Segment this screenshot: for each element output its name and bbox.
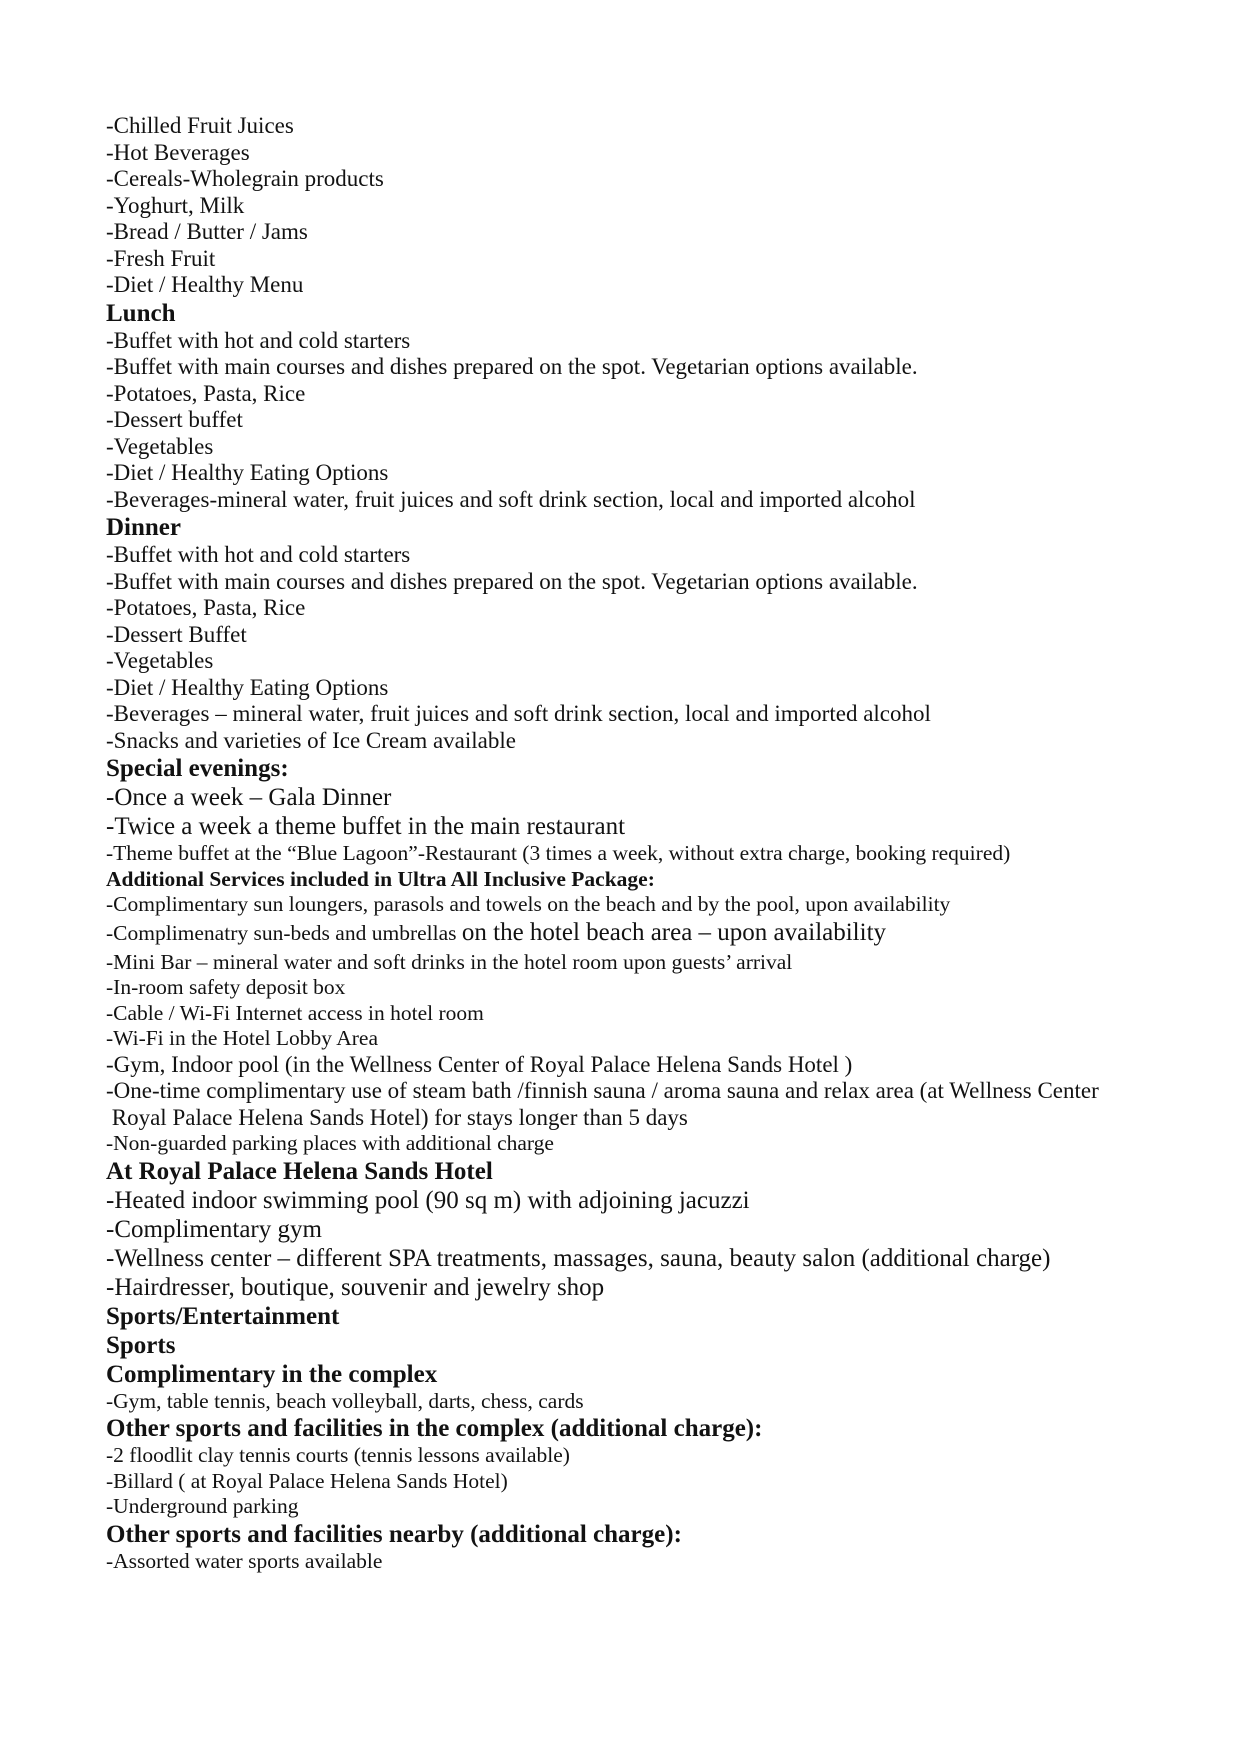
doc-line: -Heated indoor swimming pool (90 sq m) with adjoining jacuzzi: [106, 1186, 750, 1214]
doc-line-segment: -Complimenatry sun-beds and umbrellas: [106, 920, 462, 945]
doc-line: Royal Palace Helena Sands Hotel) for stays longer than 5 days: [106, 1104, 688, 1130]
doc-line: -Vegetables: [106, 433, 214, 459]
doc-line: -Dessert buffet: [106, 407, 243, 432]
doc-line: -Theme buffet at the “Blue Lagoon”-Restaurant (3 times a week, without extra charge, booking required): [106, 841, 1011, 865]
doc-line: -In-room safety deposit box: [106, 975, 346, 999]
doc-line: -Once a week – Gala Dinner: [106, 784, 392, 811]
doc-line: -Mini Bar – mineral water and soft drinks in the hotel room upon guests’ arrival: [106, 949, 793, 974]
doc-line: -Diet / Healthy Eating Options: [106, 674, 389, 700]
doc-line: -Cereals-Wholegrain products: [106, 166, 384, 191]
doc-line: -Dessert Buffet: [106, 621, 247, 647]
doc-line: -Buffet with main courses and dishes prepared on the spot. Vegetarian options available.: [106, 568, 918, 594]
doc-line: -Beverages – mineral water, fruit juices and soft drink section, local and imported alcohol: [106, 701, 931, 726]
doc-line: -Yoghurt, Milk: [106, 192, 245, 218]
doc-line: -Non-guarded parking places with additional charge: [106, 1131, 554, 1155]
doc-heading: Complimentary in the complex: [106, 1360, 438, 1388]
doc-line: -Diet / Healthy Eating Options: [106, 460, 389, 485]
doc-line: -Hairdresser, boutique, souvenir and jewelry shop: [106, 1273, 605, 1301]
doc-line: -2 floodlit clay tennis courts (tennis lessons available): [106, 1443, 570, 1467]
doc-line: -Buffet with hot and cold starters: [106, 327, 411, 353]
doc-line: -Potatoes, Pasta, Rice: [106, 380, 306, 406]
doc-heading: Other sports and facilities in the complex (additional charge):: [106, 1415, 763, 1442]
doc-line: -Snacks and varieties of Ice Cream available: [106, 727, 516, 753]
doc-line-segment: on the hotel beach area – upon availability: [461, 918, 887, 946]
doc-heading: Special evenings:: [106, 755, 289, 782]
doc-heading: Dinner: [106, 514, 181, 541]
doc-line: -Hot Beverages: [106, 139, 250, 165]
doc-heading: Sports: [106, 1331, 176, 1359]
doc-heading: Lunch: [106, 299, 176, 327]
doc-line: -Assorted water sports available: [106, 1548, 383, 1573]
doc-heading: Sports/Entertainment: [106, 1302, 340, 1330]
doc-line: -Gym, Indoor pool (in the Wellness Center of Royal Palace Helena Sands Hotel ): [106, 1051, 853, 1077]
doc-line: -Chilled Fruit Juices: [106, 113, 294, 138]
doc-heading: Other sports and facilities nearby (additional charge):: [106, 1520, 682, 1548]
doc-line: -Billard ( at Royal Palace Helena Sands Hotel): [106, 1468, 508, 1493]
doc-line: -Beverages-mineral water, fruit juices and soft drink section, local and imported alcohol: [106, 486, 916, 512]
doc-line: -Bread / Butter / Jams: [106, 219, 308, 244]
doc-line: -Wellness center – different SPA treatments, massages, sauna, beauty salon (additional charge): [106, 1244, 1051, 1272]
doc-line: -Complimentary gym: [106, 1215, 322, 1243]
doc-line: -Cable / Wi-Fi Internet access in hotel room: [106, 1000, 484, 1025]
doc-line: -Underground parking: [106, 1494, 299, 1518]
doc-line: -Buffet with main courses and dishes prepared on the spot. Vegetarian options available.: [106, 354, 918, 379]
doc-line: -Gym, table tennis, beach volleyball, darts, chess, cards: [106, 1388, 584, 1413]
doc-line: -Wi-Fi in the Hotel Lobby Area: [106, 1026, 379, 1050]
doc-heading: Additional Services included in Ultra All Inclusive Package:: [106, 866, 655, 891]
doc-line: -Diet / Healthy Menu: [106, 272, 304, 297]
doc-line: -Twice a week a theme buffet in the main restaurant: [106, 813, 626, 840]
doc-line: -Complimentary sun loungers, parasols and towels on the beach and by the pool, upon availability: [106, 892, 951, 916]
doc-heading: At Royal Palace Helena Sands Hotel: [106, 1157, 493, 1185]
doc-line: -Fresh Fruit: [106, 245, 216, 271]
doc-line: -Vegetables: [106, 648, 214, 673]
doc-line: -One-time complimentary use of steam bath /finnish sauna / aroma sauna and relax area (at Wellness Center: [106, 1078, 1099, 1103]
doc-line: -Potatoes, Pasta, Rice: [106, 595, 306, 620]
doc-line: -Buffet with hot and cold starters: [106, 542, 411, 567]
doc-line: [106, 918, 1200, 950]
